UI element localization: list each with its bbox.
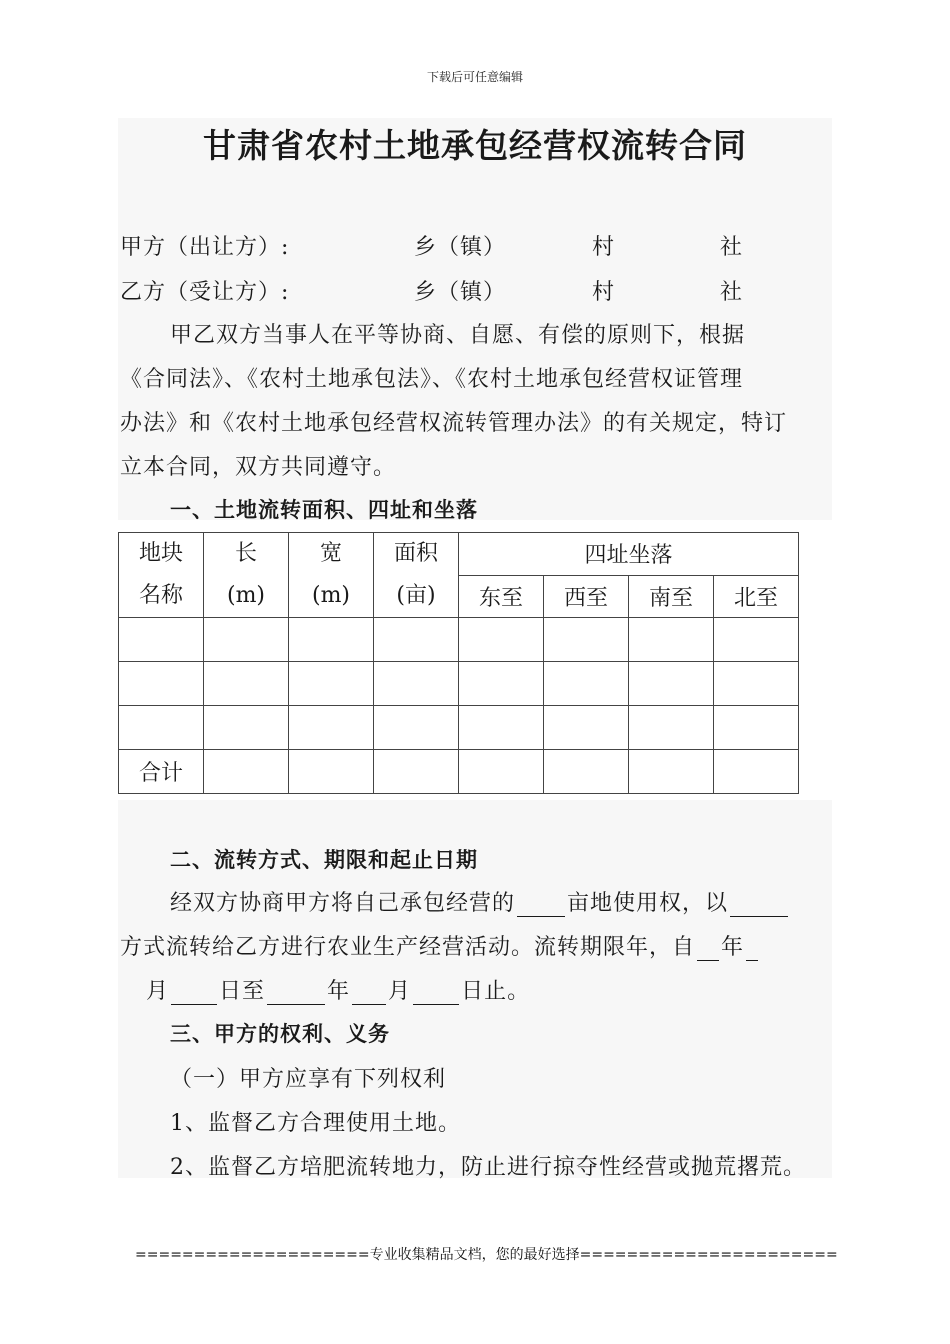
header-area: 面积 (亩) bbox=[374, 533, 459, 618]
table-cell bbox=[289, 662, 374, 706]
blank-start-month-a bbox=[746, 938, 758, 961]
land-table bbox=[118, 532, 799, 794]
section-2-line-3: 月 日至 年 月 日止。 bbox=[146, 979, 531, 1004]
table-cell bbox=[544, 618, 629, 662]
intro-line-2: 《合同法》、《农村土地承包法》、《农村土地承包经营权证管理 bbox=[120, 367, 744, 392]
section-2-heading: 二、流转方式、期限和起止日期 bbox=[170, 848, 478, 872]
document-title: 甘肃省农村土地承包经营权流转合同 bbox=[203, 126, 747, 165]
table-row bbox=[119, 618, 799, 662]
intro-line-1: 甲乙双方当事人在平等协商、自愿、有偿的原则下，根据 bbox=[170, 323, 746, 348]
party-b-label: 乙方（受让方）: bbox=[120, 280, 290, 305]
table-cell bbox=[459, 662, 544, 706]
table-cell bbox=[119, 618, 204, 662]
table-cell bbox=[289, 750, 374, 794]
table-cell bbox=[289, 706, 374, 750]
table-cell bbox=[289, 618, 374, 662]
table-cell bbox=[544, 662, 629, 706]
table-cell bbox=[714, 662, 799, 706]
table-cell bbox=[204, 662, 289, 706]
table-cell bbox=[629, 750, 714, 794]
party-a-society: 社 bbox=[720, 235, 744, 260]
party-b-society: 社 bbox=[720, 280, 744, 305]
table-cell bbox=[629, 618, 714, 662]
table-cell bbox=[374, 618, 459, 662]
party-b-township: 乡（镇） bbox=[414, 280, 507, 305]
table-total-row bbox=[119, 750, 799, 794]
table-cell bbox=[119, 662, 204, 706]
section-3-item-2: 2、监督乙方培肥流转地力，防止进行掠夺性经营或抛荒撂荒。 bbox=[170, 1155, 806, 1180]
party-a-township: 乡（镇） bbox=[414, 235, 507, 260]
party-a-label: 甲方（出让方）: bbox=[120, 235, 290, 260]
section-2-line-1: 经双方协商甲方将自己承包经营的 亩地使用权，以 bbox=[170, 886, 790, 917]
section-1-heading: 一、土地流转面积、四址和坐落 bbox=[170, 498, 478, 522]
blank-end-month bbox=[352, 982, 386, 1005]
blank-start-year bbox=[697, 938, 719, 961]
header-length: 长 (m) bbox=[204, 533, 289, 618]
table-cell bbox=[544, 750, 629, 794]
intro-line-4: 立本合同，双方共同遵守。 bbox=[120, 455, 397, 480]
footer-note: ====================专业收集精品文档，您的最好选择====================== bbox=[135, 1247, 838, 1263]
blank-start-day bbox=[171, 982, 217, 1005]
section-3-item-1: 1、监督乙方合理使用土地。 bbox=[170, 1111, 461, 1136]
table-cell bbox=[204, 706, 289, 750]
header-plot-name: 地块 名称 bbox=[119, 533, 204, 618]
table-cell bbox=[629, 706, 714, 750]
party-b-village: 村 bbox=[592, 280, 616, 305]
blank-method bbox=[730, 894, 788, 917]
table-cell bbox=[459, 618, 544, 662]
header-boundaries: 四址坐落 bbox=[459, 533, 799, 576]
section-3-heading: 三、甲方的权利、义务 bbox=[170, 1022, 390, 1046]
intro-line-3: 办法》和《农村土地承包经营权流转管理办法》的有关规定，特订 bbox=[120, 411, 788, 436]
table-row bbox=[119, 662, 799, 706]
table-cell bbox=[459, 750, 544, 794]
header-north: 北至 bbox=[714, 575, 799, 618]
table-cell bbox=[374, 662, 459, 706]
table-cell bbox=[714, 706, 799, 750]
table-cell bbox=[629, 662, 714, 706]
table-row bbox=[119, 706, 799, 750]
section-3-sub-1: （一）甲方应享有下列权利 bbox=[170, 1067, 447, 1092]
table-cell bbox=[714, 618, 799, 662]
section-2-line-2: 方式流转给乙方进行农业生产经营活动。流转期限年，自 年 bbox=[120, 930, 760, 961]
table-cell bbox=[119, 706, 204, 750]
header-note: 下载后可任意编辑 bbox=[426, 70, 523, 84]
header-east: 东至 bbox=[459, 575, 544, 618]
table-cell bbox=[374, 750, 459, 794]
party-a-village: 村 bbox=[592, 235, 616, 260]
table-cell bbox=[204, 750, 289, 794]
total-label: 合计 bbox=[119, 750, 204, 794]
table-cell bbox=[544, 706, 629, 750]
table-cell bbox=[204, 618, 289, 662]
blank-acreage bbox=[517, 894, 565, 917]
blank-end-day bbox=[413, 982, 459, 1005]
table-cell bbox=[714, 750, 799, 794]
blank-end-year bbox=[267, 982, 325, 1005]
table-cell bbox=[374, 706, 459, 750]
header-width: 宽 (m) bbox=[289, 533, 374, 618]
table-cell bbox=[459, 706, 544, 750]
header-south: 南至 bbox=[629, 575, 714, 618]
header-west: 西至 bbox=[544, 575, 629, 618]
